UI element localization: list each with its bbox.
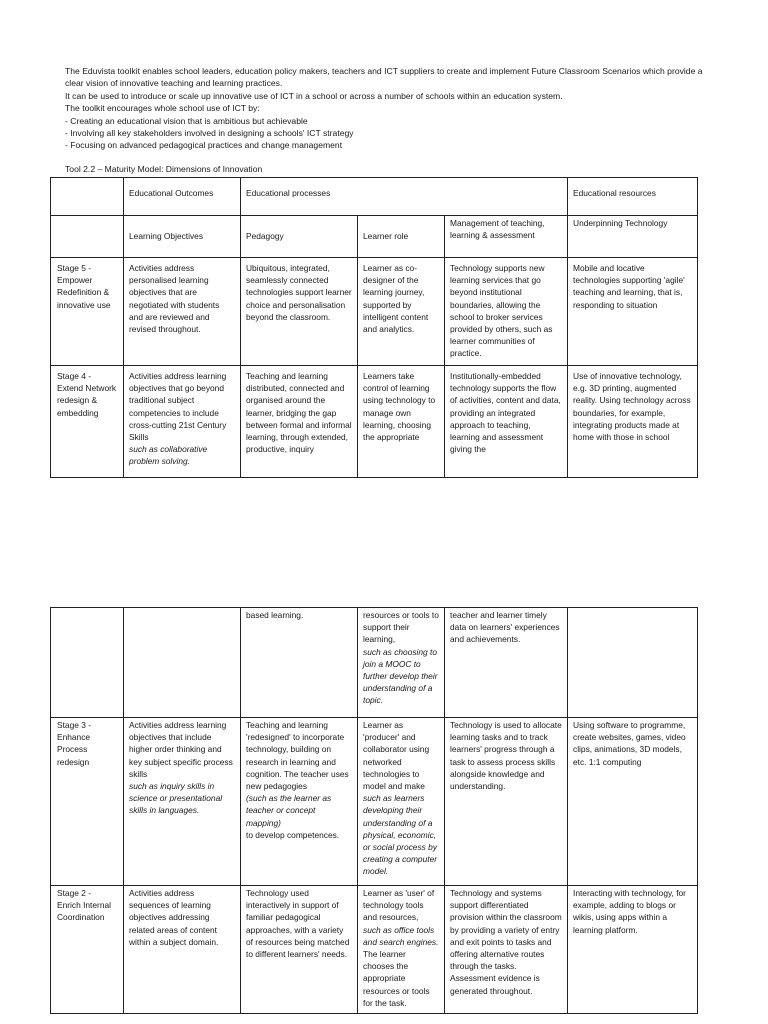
intro-text — [65, 65, 715, 152]
header-learning-objectives: Learning Objectives — [124, 216, 241, 258]
corner-cell — [51, 216, 124, 258]
stage-4-management: Institutionally-embedded technology supports the flow of activities, content and data, providing an integrated approach to teaching, learning and assessment giving the — [445, 366, 568, 478]
stage-3-objectives-example: such as inquiry skills in science or presentational skills in languages. — [129, 781, 223, 816]
stage-2-row — [51, 886, 698, 1014]
stage-4-management-continued: teacher and learner timely data on learners' experiences and achievements. — [445, 608, 568, 718]
stage-2-pedagogy: Technology used interactively in support of familiar pedagogical approaches, with a variety of resources being matched to different learners' needs. — [241, 886, 358, 1014]
stage-2-management: Technology and systems support differentiated provision within the classroom by providing a variety of entry and exit points to tasks and offering alternative routes through the tasks. Assessment evidence is generated throughout. — [445, 886, 568, 1014]
stage-3-label: Stage 3 -Enhance Process redesign — [51, 718, 124, 886]
intro-bullet: - Focusing on advanced pedagogical practices and change management — [65, 140, 343, 151]
stage-2-learner-role — [358, 886, 445, 1014]
stage-2-learner-end: The learner chooses the appropriate resources or tools for the task. — [363, 949, 430, 1008]
corner-cell — [51, 178, 124, 216]
stage-4-objectives — [124, 366, 241, 478]
intro-line: The toolkit encourages whole school use of ICT by: — [65, 103, 260, 114]
stage-5-label: Stage 5 - Empower Redefinition & innovative use — [51, 258, 124, 366]
tool-title: Tool 2.2 – Maturity Model: Dimensions of Innovation — [65, 164, 263, 174]
stage-3-row — [51, 718, 698, 886]
stage-5-objectives: Activities address personalised learning objectives that are negotiated with students and are reviewed and revised throughout. — [124, 258, 241, 366]
stage-2-objectives: Activities address sequences of learning objectives addressing related areas of content within a subject domain. — [124, 886, 241, 1014]
stage-2-technology: Interacting with technology, for example, adding to blogs or wikis, using apps within a learning platform. — [568, 886, 698, 1014]
stage-4-objectives-continued — [124, 608, 241, 718]
stage-3-learner-example: such as learners developing their understanding of a physical, economic, or social process by creating a computer model. — [363, 793, 438, 877]
stage-3-pedagogy-example: (such as the learner as teacher or concept mapping) — [246, 793, 332, 828]
stage-4-technology-continued — [568, 608, 698, 718]
stage-4-pedagogy: Teaching and learning distributed, connected and organised around the learner, bridging the gap between formal and informal learning, through extended, productive, inquiry — [241, 366, 358, 478]
stage-3-objectives — [124, 718, 241, 886]
stage-4-row — [51, 366, 698, 478]
stage-4-objectives-example: such as collaborative problem solving. — [129, 444, 208, 467]
stage-4-learner-role-continued — [358, 608, 445, 718]
header-educational-resources: Educational resources — [568, 178, 698, 216]
stage-4-learner-example: such as choosing to join a MOOC to further develop their understanding of a topic. — [363, 646, 438, 706]
stage-3-objectives-text: Activities address learning objectives that include higher order thinking and key subject specific process skills — [129, 720, 233, 779]
header-management: Management of teaching, learning & assessment — [445, 216, 568, 258]
header-underpinning-technology: Underpinning Technology — [568, 216, 698, 258]
maturity-model-table-continued — [50, 607, 698, 1014]
stage-2-learner-example: such as office tools and search engines. — [363, 924, 439, 947]
stage-5-learner-role: Learner as co-designer of the learning journey, supported by intelligent content and analytics. — [358, 258, 445, 366]
stage-3-pedagogy — [241, 718, 358, 886]
stage-3-management: Technology is used to allocate learning tasks and to track learners' progress through a task to assess process skills alongside knowledge and understanding. — [445, 718, 568, 886]
intro-bullet: - Creating an educational vision that is ambitious but achievable — [65, 115, 308, 126]
maturity-model-table — [50, 177, 698, 478]
stage-5-pedagogy: Ubiquitous, integrated, seamlessly connected technologies support learner choice and personalisation beyond the classroom. — [241, 258, 358, 366]
stage-5-management: Technology supports new learning services that go beyond institutional boundaries, allowing the school to broker services provided by others, such as learner communities of practice. — [445, 258, 568, 366]
stage-4-label-continued — [51, 608, 124, 718]
intro-line: The Eduvista toolkit enables school leaders, education policy makers, teachers and ICT suppliers to create and implement Future Classroom Scenarios which provide a clear vision of innovative teaching and learning practices. — [65, 66, 703, 89]
stage-4-learner-role: Learners take control of learning using technology to manage own learning, choosing the appropriate — [358, 366, 445, 478]
stage-2-label: Stage 2 - Enrich Internal Coordination — [51, 886, 124, 1014]
stage-5-row — [51, 258, 698, 366]
stage-4-technology: Use of innovative technology, e.g. 3D printing, augmented reality. Using technology across boundaries, for example, integrating products made at home with those in school — [568, 366, 698, 478]
stage-2-learner-text: Learner as 'user' of technology tools and resources, — [363, 888, 435, 923]
stage-3-pedagogy-end: to develop competences. — [246, 829, 340, 840]
stage-4-label: Stage 4 - Extend Network redesign & embedding — [51, 366, 124, 478]
header-pedagogy: Pedagogy — [241, 216, 358, 258]
stage-5-technology: Mobile and locative technologies supporting 'agile' teaching and learning, that is, responding to situation — [568, 258, 698, 366]
stage-3-technology: Using software to programme, create websites, games, video clips, animations, 3D models, etc. 1:1 computing — [568, 718, 698, 886]
stage-4-continued-row — [51, 608, 698, 718]
group-header-row — [51, 178, 698, 216]
column-header-row — [51, 216, 698, 258]
intro-line: It can be used to introduce or scale up innovative use of ICT in a school or across a number of schools within an education system. — [65, 90, 563, 101]
header-educational-outcomes: Educational Outcomes — [124, 178, 241, 216]
stage-4-objectives-text: Activities address learning objectives that go beyond traditional subject competencies to include cross-cutting 21st Century Skills — [129, 371, 227, 443]
stage-4-learner-text: resources or tools to support their learning, — [363, 610, 439, 645]
header-educational-processes: Educational processes — [241, 178, 568, 216]
stage-3-learner-role — [358, 718, 445, 886]
stage-4-pedagogy-continued: based learning. — [241, 608, 358, 718]
stage-3-learner-text: Learner as 'producer' and collaborator using networked technologies to model and make — [363, 720, 430, 792]
intro-bullet: - Involving all key stakeholders involved in designing a schools' ICT strategy — [65, 128, 354, 139]
header-learner-role: Learner role — [358, 216, 445, 258]
stage-3-pedagogy-text: Teaching and learning 'redesigned' to incorporate technology, building on research in learning and cognition. The teacher uses new pedagogies — [246, 720, 349, 792]
